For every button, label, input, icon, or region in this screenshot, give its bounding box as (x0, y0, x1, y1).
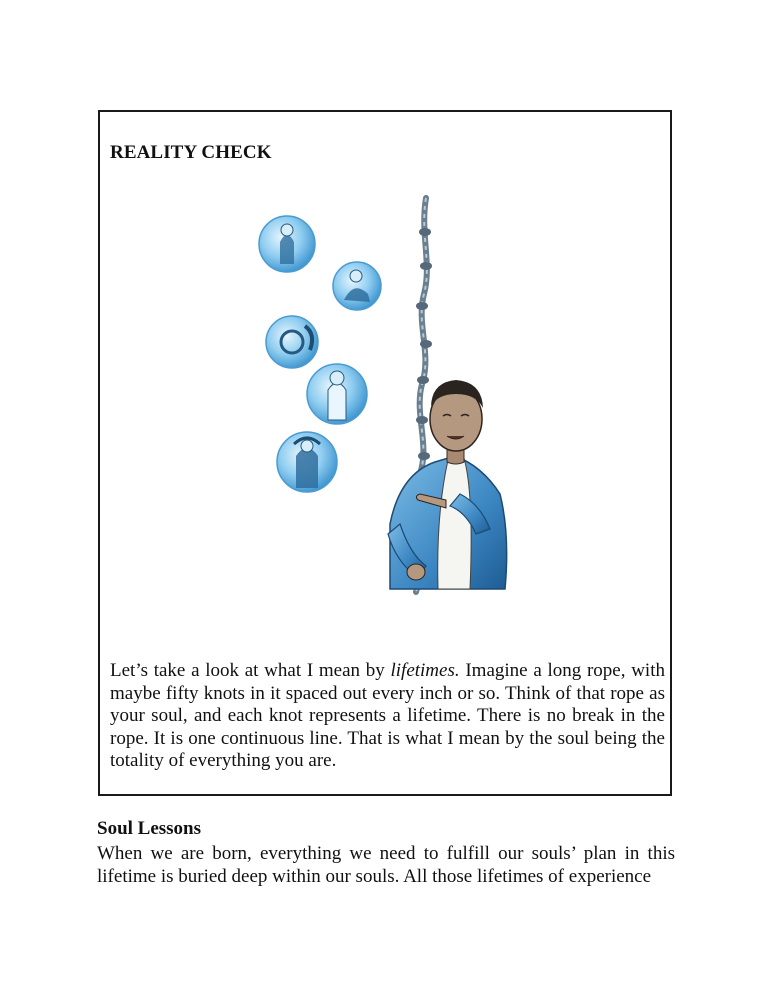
section-paragraph-text: When we are born, everything we need to fulfill our souls’ plan in this lifetime is buried deep within our souls. All those lifetimes of experience (97, 843, 675, 887)
section-paragraph (97, 843, 675, 888)
box-paragraph (110, 660, 665, 773)
lifetime-bubble-5 (277, 432, 337, 492)
lifetime-bubble-4 (307, 364, 367, 424)
box-paragraph-emphasis: lifetimes. (390, 660, 460, 681)
box-paragraph-rest: Imagine a long rope, with maybe fifty knots in it spaced out every inch or so. Think of that rope as your soul, and each knot represents a lifetime. There is no break in the rope. It is one continuous line. That is what I mean by the soul being the totality of everything you are. (110, 660, 665, 771)
lifetime-bubble-3 (266, 316, 318, 368)
reality-check-box (98, 110, 672, 796)
rope-lifetimes-illustration (250, 194, 510, 604)
box-title: REALITY CHECK (110, 142, 272, 163)
lifetime-bubble-1 (259, 216, 315, 272)
section-heading: Soul Lessons (97, 818, 202, 839)
box-paragraph-lead: Let’s take a look at what I mean by (110, 660, 391, 681)
boy-figure (388, 380, 507, 589)
lifetime-bubble-2 (333, 262, 381, 310)
